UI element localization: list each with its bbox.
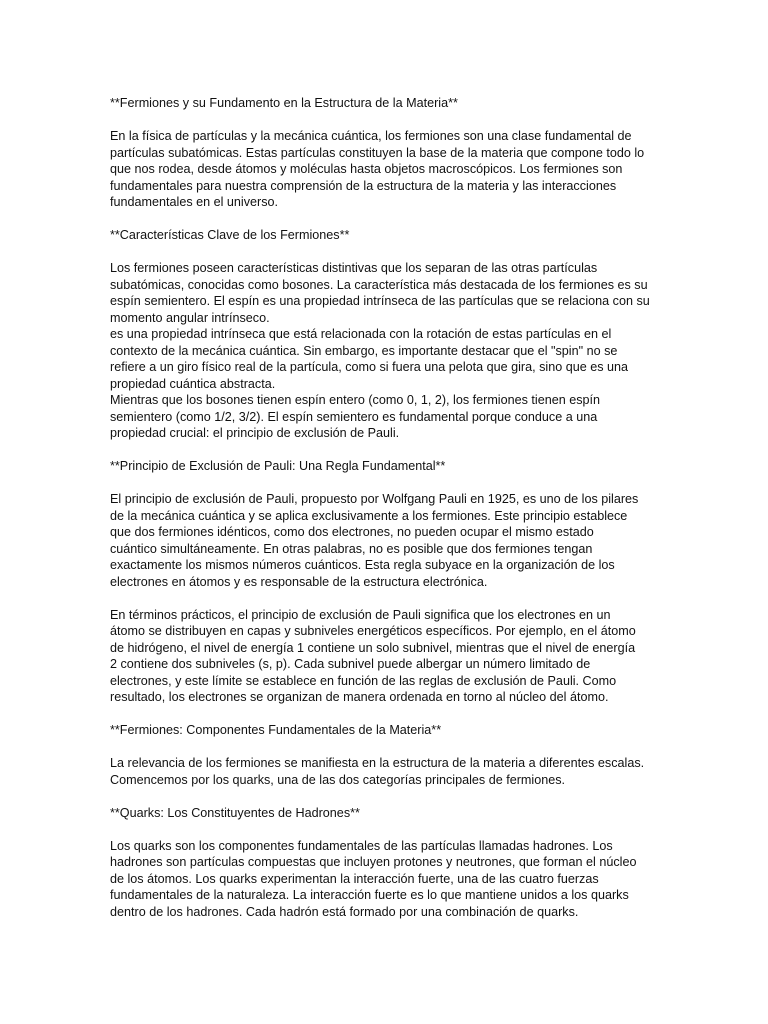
heading-text: **Fermiones y su Fundamento en la Estructura de la Materia** — [110, 96, 458, 110]
text-line: de la mecánica cuántica y se aplica exclusivamente a los fermiones. Este principio establece — [110, 508, 628, 523]
paragraph-gap — [110, 244, 658, 261]
text-line: Los quarks son los componentes fundamentales de las partículas llamadas hadrones. Los — [110, 838, 613, 853]
section-heading — [110, 95, 658, 112]
text-line: espín semientero. El espín es una propiedad intrínseca de las partículas que se relaciona con su — [110, 294, 650, 308]
paragraph-gap — [110, 788, 658, 805]
text-line: exactamente los mismos números cuánticos. Esta regla subyace en la organización de los — [110, 558, 615, 572]
text-line: refiere a un giro físico real de la partícula, como si fuera una pelota que gira, sino que es una — [110, 360, 629, 374]
body-paragraph — [110, 838, 658, 921]
section-heading — [110, 805, 658, 822]
text-line: es una propiedad intrínseca que está relacionada con la rotación de estas partículas en el — [110, 327, 612, 341]
paragraph-gap — [110, 112, 658, 129]
text-line: átomo se distribuyen en capas y subniveles energéticos específicos. Por ejemplo, en el átomo — [110, 624, 636, 638]
text-line: fundamentales en el universo. — [110, 195, 279, 209]
body-paragraph — [110, 755, 658, 788]
text-line: hadrones son partículas compuestas que incluyen protones y neutrones, que forman el núcleo — [110, 855, 637, 869]
heading-text: **Quarks: Los Constituyentes de Hadrones** — [110, 805, 360, 820]
text-line: que dos fermiones idénticos, como dos electrones, no pueden ocupar el mismo estado — [110, 525, 594, 539]
text-line: dentro de los hadrones. Cada hadrón está formado por una combinación de quarks. — [110, 904, 579, 919]
section-heading — [110, 722, 658, 739]
body-paragraph — [110, 491, 658, 590]
text-line: propiedad cuántica abstracta. — [110, 376, 276, 391]
text-line: El principio de exclusión de Pauli, propuesto por Wolfgang Pauli en 1925, es uno de los pilares — [110, 492, 639, 506]
document-page — [110, 95, 658, 920]
paragraph-gap — [110, 706, 658, 723]
text-line: semientero (como 1/2, 3/2). El espín semientero es fundamental porque conduce a una — [110, 409, 598, 424]
text-line: 2 contiene dos subniveles (s, p). Cada subnivel puede albergar un número limitado de — [110, 657, 591, 671]
text-line: cuántico simultáneamente. En otras palabras, no es posible que dos fermiones tengan — [110, 541, 593, 556]
text-line: fundamentales para nuestra comprensión de la estructura de la materia y las interacciones — [110, 178, 617, 193]
heading-text: **Características Clave de los Fermiones** — [110, 228, 350, 242]
paragraph-gap — [110, 475, 658, 492]
text-line: de los átomos. Los quarks experimentan la interacción fuerte, una de las cuatro fuerzas — [110, 871, 599, 886]
paragraph-gap — [110, 739, 658, 756]
section-heading — [110, 227, 658, 244]
text-line: fundamentales de la naturaleza. La interacción fuerte es lo que mantiene unidos a los quarks — [110, 888, 629, 902]
text-line: momento angular intrínseco. — [110, 310, 270, 325]
paragraph-gap — [110, 211, 658, 228]
text-line: partículas subatómicas. Estas partículas constituyen la base de la materia que compone todo lo — [110, 145, 645, 160]
body-paragraph — [110, 607, 658, 706]
text-line: Comencemos por los quarks, una de las dos categorías principales de fermiones. — [110, 772, 566, 787]
text-line: resultado, los electrones se organizan de manera ordenada en torno al núcleo del átomo. — [110, 690, 609, 704]
paragraph-gap — [110, 442, 658, 459]
heading-text: **Principio de Exclusión de Pauli: Una Regla Fundamental** — [110, 459, 446, 473]
paragraph-gap — [110, 590, 658, 607]
text-line: electrones en átomos y es responsable de la estructura electrónica. — [110, 574, 488, 589]
text-line: de hidrógeno, el nivel de energía 1 contiene un solo subnivel, mientras que el nivel de energía — [110, 640, 636, 655]
text-line: electrones, y este límite se establece en función de las reglas de exclusión de Pauli. Como — [110, 673, 617, 688]
text-line: La relevancia de los fermiones se manifiesta en la estructura de la materia a diferentes escalas. — [110, 756, 645, 770]
body-paragraph — [110, 260, 658, 442]
body-paragraph — [110, 128, 658, 211]
paragraph-gap — [110, 821, 658, 838]
section-heading — [110, 458, 658, 475]
heading-text: **Fermiones: Componentes Fundamentales de la Materia** — [110, 723, 442, 737]
text-line: que nos rodea, desde átomos y moléculas hasta objetos macroscópicos. Los fermiones son — [110, 162, 623, 176]
text-line: En términos prácticos, el principio de exclusión de Pauli significa que los electrones en un — [110, 607, 611, 622]
text-line: Mientras que los bosones tienen espín entero (como 0, 1, 2), los fermiones tienen espín — [110, 393, 601, 407]
text-line: propiedad crucial: el principio de exclusión de Pauli. — [110, 426, 400, 440]
text-line: contexto de la mecánica cuántica. Sin embargo, es importante destacar que el "spin" no se — [110, 343, 618, 358]
text-line: En la física de partículas y la mecánica cuántica, los fermiones son una clase fundamental de — [110, 129, 632, 143]
text-line: subatómicas, conocidas como bosones. La característica más destacada de los fermiones es su — [110, 277, 648, 292]
text-line: Los fermiones poseen características distintivas que los separan de las otras partículas — [110, 261, 598, 275]
